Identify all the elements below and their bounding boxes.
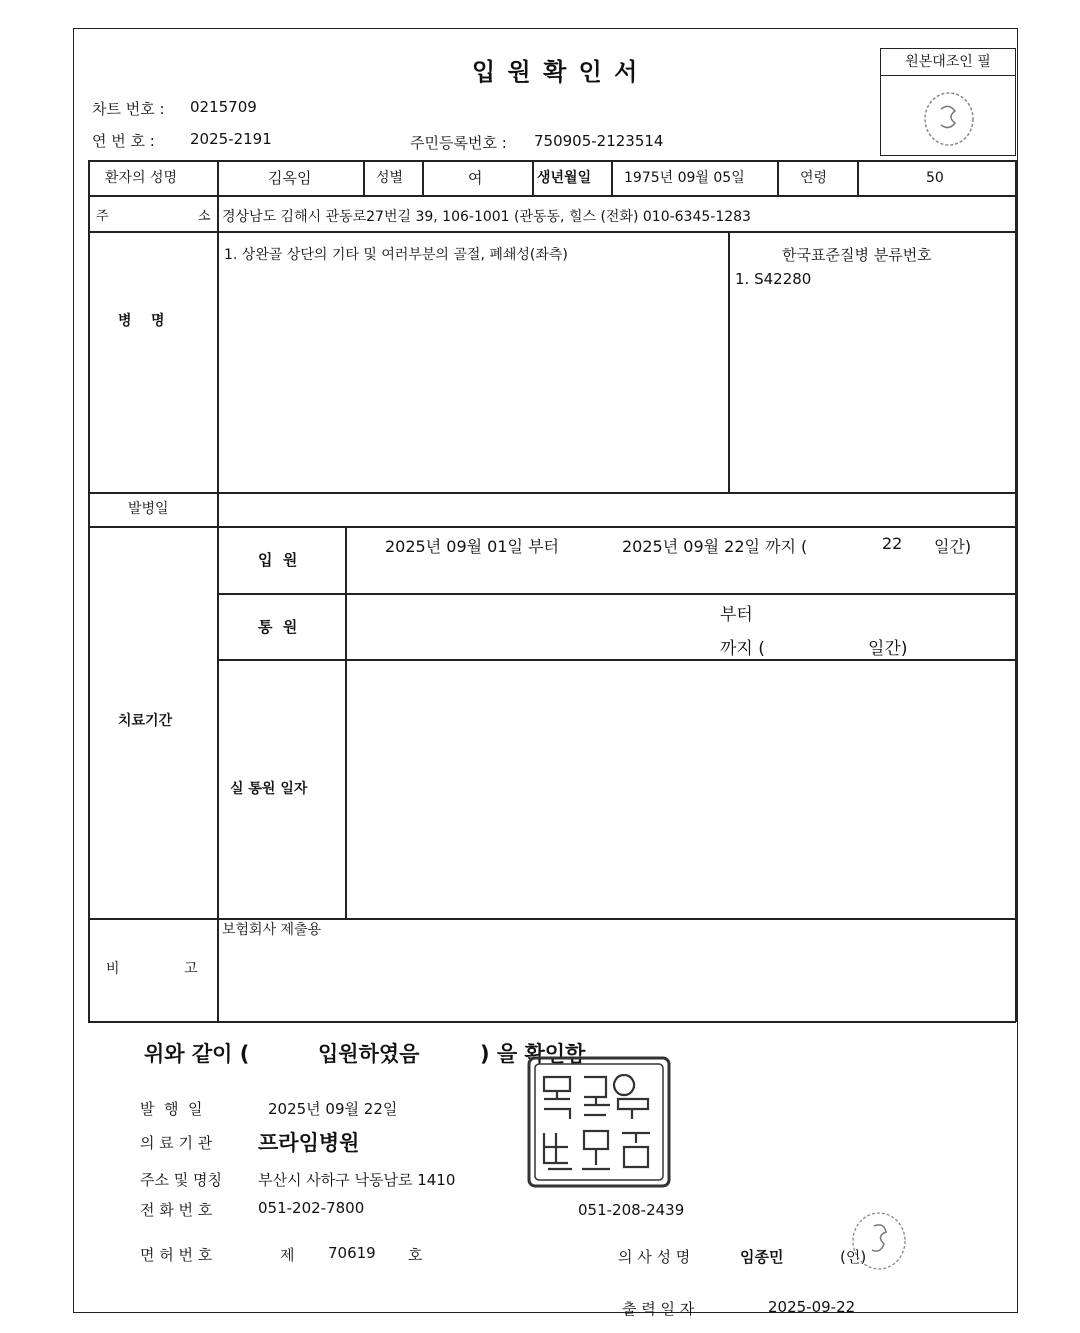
license-suffix: 호: [408, 1246, 423, 1264]
outpatient-days-suffix: 일간): [868, 639, 908, 659]
sex-label: 성별: [376, 170, 404, 186]
remarks-label-a: 비: [106, 961, 120, 977]
age: 50: [926, 170, 944, 186]
institution-address: 부산시 사하구 낙동남로 1410: [258, 1171, 456, 1189]
confirm-statement-b: 입원하였음: [318, 1042, 420, 1066]
doctor-label: 의 사 성 명: [618, 1248, 691, 1266]
serial-no-label: 연 번 호 :: [92, 132, 155, 150]
treatment-period-label: 치료기간: [118, 713, 173, 729]
sex: 여: [468, 169, 483, 187]
rrn: 750905-2123514: [534, 132, 664, 150]
outpatient-to-suffix: 까지 (: [720, 639, 765, 659]
inpatient-to: 2025년 09월 22일 까지 (: [622, 537, 808, 556]
inpatient-from: 2025년 09월 01일 부터: [385, 537, 559, 556]
phone-label: 전 화 번 호: [140, 1201, 213, 1219]
doctor-name: 임종민: [740, 1248, 784, 1266]
dob: 1975년 09월 05일: [624, 170, 745, 186]
hospital-seal-icon: [526, 1055, 672, 1189]
age-label: 연령: [800, 170, 828, 186]
original-copy-stamp-label: 원본대조인 필: [881, 49, 1015, 76]
doctor-seal-icon: [846, 1208, 912, 1274]
license-no: 70619: [328, 1244, 376, 1262]
round-seal-icon: [919, 89, 979, 149]
institution-name: 프라임병원: [258, 1131, 360, 1155]
confirm-statement-c: ) 을 확인함: [480, 1042, 586, 1066]
actual-visit-label: 실 통원 일자: [230, 781, 308, 797]
page-title: 입 원 확 인 서: [472, 58, 640, 86]
institution-address-label: 주소 및 명칭: [140, 1171, 222, 1189]
issue-date: 2025년 09월 22일: [268, 1100, 398, 1118]
fax: 051-208-2439: [578, 1201, 685, 1219]
hospital-seal-text: [526, 1192, 533, 1193]
license-prefix: 제: [280, 1246, 295, 1264]
dob-label: 생년월일: [537, 170, 592, 186]
inpatient-days-suffix: 일간): [934, 537, 972, 556]
address-label-a: 주: [96, 209, 109, 224]
print-date: 2025-09-22: [768, 1298, 856, 1316]
print-date-label: 출 력 일 자: [622, 1300, 695, 1318]
kcd-code-header: 한국표준질병 분류번호: [782, 246, 932, 264]
chart-no-label: 차트 번호 :: [92, 100, 165, 118]
remarks-label-b: 고: [184, 961, 198, 977]
inpatient-label: 입 원: [258, 551, 298, 569]
inpatient-days: 22: [882, 534, 903, 553]
institution-label: 의 료 기 관: [140, 1134, 213, 1152]
address-label-b: 소: [198, 209, 211, 224]
remarks-text: 보험회사 제출용: [222, 922, 322, 938]
diagnosis-text: 1. 상완골 상단의 기타 및 여러부분의 골절, 폐쇄성(좌측): [224, 247, 568, 263]
rrn-label: 주민등록번호 :: [410, 134, 507, 152]
outpatient-from-suffix: 부터: [720, 605, 753, 625]
serial-no: 2025-2191: [190, 130, 272, 148]
patient-name: 김옥임: [268, 169, 312, 187]
phone: 051-202-7800: [258, 1199, 365, 1217]
patient-address: 경상남도 김해시 관동로27번길 39, 106-1001 (관동동, 힐스 (전화) 010-6345-1283: [222, 209, 751, 225]
doctor-seal-mark: (인): [840, 1248, 867, 1266]
issue-date-label: 발 행 일: [140, 1100, 203, 1118]
chart-no: 0215709: [190, 98, 257, 116]
license-label: 면 허 번 호: [140, 1246, 213, 1264]
onset-label: 발병일: [128, 501, 169, 517]
confirm-statement-a: 위와 같이 (: [144, 1042, 250, 1066]
original-copy-stamp-box: [880, 48, 1016, 156]
diagnosis-label: 병 명: [118, 313, 165, 329]
kcd-code: 1. S42280: [735, 270, 812, 288]
patient-name-label: 환자의 성명: [105, 170, 178, 186]
outpatient-label: 통 원: [258, 618, 298, 636]
